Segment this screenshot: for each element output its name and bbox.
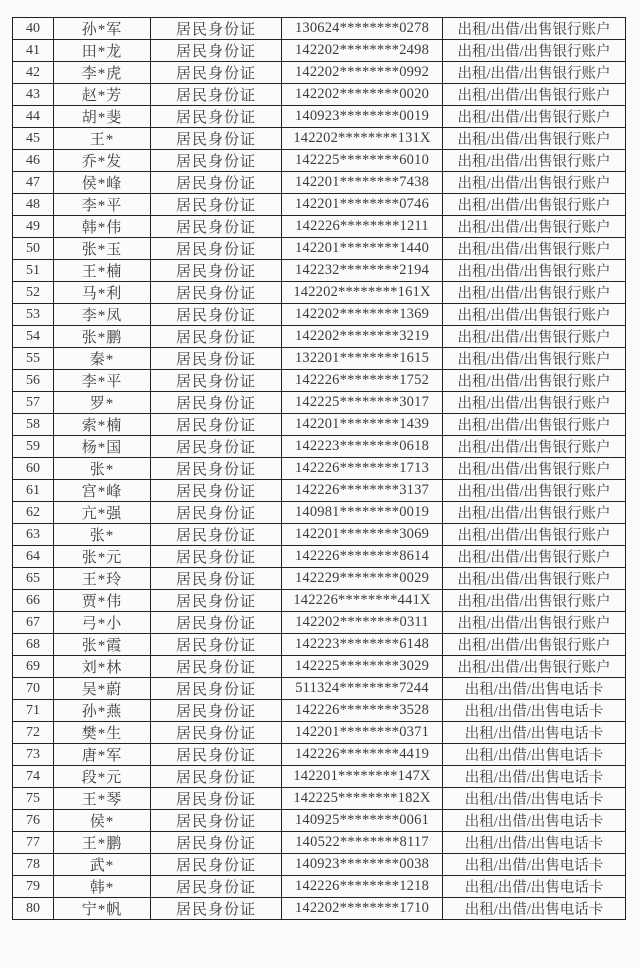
table-row xyxy=(13,612,626,634)
cell-id-number: 142202********0992 xyxy=(282,62,443,84)
cell-id-number: 140923********0019 xyxy=(282,106,443,128)
table-row xyxy=(13,722,626,744)
cell-index: 49 xyxy=(13,216,54,238)
cell-id-number: 142225********182X xyxy=(282,788,443,810)
cell-name: 王*玲 xyxy=(54,568,151,590)
cell-id-type: 居民身份证 xyxy=(151,656,282,678)
cell-name: 宫*峰 xyxy=(54,480,151,502)
table-row xyxy=(13,546,626,568)
cell-index: 79 xyxy=(13,876,54,898)
cell-id-number: 142226********1752 xyxy=(282,370,443,392)
cell-violation: 出租/出借/出售银行账户 xyxy=(443,106,626,128)
cell-index: 56 xyxy=(13,370,54,392)
cell-name: 王*楠 xyxy=(54,260,151,282)
table-row xyxy=(13,458,626,480)
cell-id-type: 居民身份证 xyxy=(151,722,282,744)
cell-id-number: 142226********8614 xyxy=(282,546,443,568)
cell-violation: 出租/出借/出售银行账户 xyxy=(443,436,626,458)
cell-id-number: 142202********0020 xyxy=(282,84,443,106)
cell-name: 李*平 xyxy=(54,194,151,216)
cell-id-type: 居民身份证 xyxy=(151,84,282,106)
table-row xyxy=(13,238,626,260)
cell-violation: 出租/出借/出售银行账户 xyxy=(443,62,626,84)
cell-index: 73 xyxy=(13,744,54,766)
cell-name: 张*鹏 xyxy=(54,326,151,348)
cell-name: 贾*伟 xyxy=(54,590,151,612)
cell-id-type: 居民身份证 xyxy=(151,766,282,788)
cell-index: 72 xyxy=(13,722,54,744)
cell-name: 吴*蔚 xyxy=(54,678,151,700)
table-row xyxy=(13,832,626,854)
cell-id-number: 142201********0371 xyxy=(282,722,443,744)
cell-id-type: 居民身份证 xyxy=(151,480,282,502)
cell-violation: 出租/出借/出售电话卡 xyxy=(443,722,626,744)
cell-violation: 出租/出借/出售银行账户 xyxy=(443,590,626,612)
cell-index: 57 xyxy=(13,392,54,414)
cell-id-number: 132201********1615 xyxy=(282,348,443,370)
cell-name: 孙*军 xyxy=(54,18,151,40)
cell-id-number: 142202********161X xyxy=(282,282,443,304)
cell-name: 宁*帆 xyxy=(54,898,151,920)
cell-id-number: 142201********7438 xyxy=(282,172,443,194)
cell-name: 唐*军 xyxy=(54,744,151,766)
cell-violation: 出租/出借/出售银行账户 xyxy=(443,524,626,546)
cell-name: 武* xyxy=(54,854,151,876)
cell-id-number: 142229********0029 xyxy=(282,568,443,590)
cell-violation: 出租/出借/出售银行账户 xyxy=(443,84,626,106)
cell-name: 杨*国 xyxy=(54,436,151,458)
cell-id-number: 142202********0311 xyxy=(282,612,443,634)
table-row xyxy=(13,634,626,656)
cell-id-type: 居民身份证 xyxy=(151,612,282,634)
cell-id-type: 居民身份证 xyxy=(151,260,282,282)
cell-violation: 出租/出借/出售银行账户 xyxy=(443,480,626,502)
cell-index: 48 xyxy=(13,194,54,216)
cell-id-number: 142226********1218 xyxy=(282,876,443,898)
cell-name: 罗* xyxy=(54,392,151,414)
cell-index: 64 xyxy=(13,546,54,568)
table-row xyxy=(13,502,626,524)
table-row xyxy=(13,128,626,150)
cell-id-type: 居民身份证 xyxy=(151,810,282,832)
cell-index: 78 xyxy=(13,854,54,876)
cell-id-type: 居民身份证 xyxy=(151,414,282,436)
cell-id-type: 居民身份证 xyxy=(151,18,282,40)
cell-name: 侯*峰 xyxy=(54,172,151,194)
cell-index: 40 xyxy=(13,18,54,40)
cell-id-type: 居民身份证 xyxy=(151,62,282,84)
table-row xyxy=(13,766,626,788)
cell-violation: 出租/出借/出售银行账户 xyxy=(443,238,626,260)
table-row xyxy=(13,810,626,832)
cell-id-number: 140925********0061 xyxy=(282,810,443,832)
cell-violation: 出租/出借/出售银行账户 xyxy=(443,546,626,568)
cell-name: 张*玉 xyxy=(54,238,151,260)
cell-name: 樊*生 xyxy=(54,722,151,744)
cell-violation: 出租/出借/出售银行账户 xyxy=(443,348,626,370)
table-row xyxy=(13,788,626,810)
cell-index: 41 xyxy=(13,40,54,62)
cell-id-number: 142201********1439 xyxy=(282,414,443,436)
cell-name: 孙*燕 xyxy=(54,700,151,722)
cell-violation: 出租/出借/出售银行账户 xyxy=(443,568,626,590)
cell-id-number: 142202********2498 xyxy=(282,40,443,62)
cell-id-number: 142225********3029 xyxy=(282,656,443,678)
cell-index: 60 xyxy=(13,458,54,480)
cell-violation: 出租/出借/出售银行账户 xyxy=(443,128,626,150)
cell-id-number: 142225********3017 xyxy=(282,392,443,414)
table-row xyxy=(13,414,626,436)
table-row xyxy=(13,216,626,238)
cell-name: 张*元 xyxy=(54,546,151,568)
cell-violation: 出租/出借/出售银行账户 xyxy=(443,502,626,524)
cell-id-number: 142226********1713 xyxy=(282,458,443,480)
cell-id-number: 142202********1369 xyxy=(282,304,443,326)
cell-id-type: 居民身份证 xyxy=(151,392,282,414)
table-row xyxy=(13,326,626,348)
table-row xyxy=(13,106,626,128)
cell-id-type: 居民身份证 xyxy=(151,590,282,612)
cell-violation: 出租/出借/出售银行账户 xyxy=(443,150,626,172)
cell-name: 刘*林 xyxy=(54,656,151,678)
cell-index: 55 xyxy=(13,348,54,370)
cell-violation: 出租/出借/出售银行账户 xyxy=(443,392,626,414)
cell-violation: 出租/出借/出售银行账户 xyxy=(443,216,626,238)
cell-id-number: 142201********0746 xyxy=(282,194,443,216)
cell-violation: 出租/出借/出售银行账户 xyxy=(443,304,626,326)
table-row xyxy=(13,744,626,766)
cell-id-number: 142202********3219 xyxy=(282,326,443,348)
cell-index: 75 xyxy=(13,788,54,810)
cell-index: 67 xyxy=(13,612,54,634)
cell-id-type: 居民身份证 xyxy=(151,568,282,590)
cell-id-number: 142232********2194 xyxy=(282,260,443,282)
cell-id-number: 140522********8117 xyxy=(282,832,443,854)
table-row xyxy=(13,282,626,304)
cell-violation: 出租/出借/出售银行账户 xyxy=(443,634,626,656)
cell-violation: 出租/出借/出售银行账户 xyxy=(443,18,626,40)
table-row xyxy=(13,392,626,414)
cell-id-type: 居民身份证 xyxy=(151,106,282,128)
cell-name: 亢*强 xyxy=(54,502,151,524)
table-row xyxy=(13,172,626,194)
cell-name: 秦* xyxy=(54,348,151,370)
cell-index: 63 xyxy=(13,524,54,546)
cell-id-number: 142226********3137 xyxy=(282,480,443,502)
cell-name: 张* xyxy=(54,458,151,480)
cell-index: 76 xyxy=(13,810,54,832)
cell-id-type: 居民身份证 xyxy=(151,744,282,766)
cell-name: 弓*小 xyxy=(54,612,151,634)
cell-violation: 出租/出借/出售电话卡 xyxy=(443,788,626,810)
cell-index: 47 xyxy=(13,172,54,194)
cell-name: 李*虎 xyxy=(54,62,151,84)
cell-index: 80 xyxy=(13,898,54,920)
cell-index: 74 xyxy=(13,766,54,788)
cell-id-type: 居民身份证 xyxy=(151,216,282,238)
table-row xyxy=(13,590,626,612)
table-row xyxy=(13,84,626,106)
cell-violation: 出租/出借/出售银行账户 xyxy=(443,656,626,678)
cell-index: 71 xyxy=(13,700,54,722)
cell-violation: 出租/出借/出售银行账户 xyxy=(443,612,626,634)
cell-index: 45 xyxy=(13,128,54,150)
cell-violation: 出租/出借/出售银行账户 xyxy=(443,260,626,282)
cell-name: 王*鹏 xyxy=(54,832,151,854)
cell-violation: 出租/出借/出售电话卡 xyxy=(443,766,626,788)
cell-name: 马*利 xyxy=(54,282,151,304)
table-row xyxy=(13,854,626,876)
cell-violation: 出租/出借/出售电话卡 xyxy=(443,898,626,920)
cell-violation: 出租/出借/出售电话卡 xyxy=(443,854,626,876)
cell-name: 韩* xyxy=(54,876,151,898)
cell-name: 索*楠 xyxy=(54,414,151,436)
cell-violation: 出租/出借/出售银行账户 xyxy=(443,414,626,436)
table-row xyxy=(13,656,626,678)
cell-id-type: 居民身份证 xyxy=(151,194,282,216)
table-row xyxy=(13,568,626,590)
cell-id-type: 居民身份证 xyxy=(151,876,282,898)
cell-index: 77 xyxy=(13,832,54,854)
violation-roster-table xyxy=(12,17,626,920)
table-row xyxy=(13,150,626,172)
cell-id-type: 居民身份证 xyxy=(151,502,282,524)
cell-id-number: 130624********0278 xyxy=(282,18,443,40)
table-row xyxy=(13,194,626,216)
cell-id-number: 142226********441X xyxy=(282,590,443,612)
cell-id-number: 142226********3528 xyxy=(282,700,443,722)
cell-violation: 出租/出借/出售电话卡 xyxy=(443,678,626,700)
cell-id-number: 142223********6148 xyxy=(282,634,443,656)
cell-id-type: 居民身份证 xyxy=(151,634,282,656)
cell-id-type: 居民身份证 xyxy=(151,172,282,194)
cell-index: 42 xyxy=(13,62,54,84)
cell-id-number: 142201********1440 xyxy=(282,238,443,260)
table-row xyxy=(13,876,626,898)
cell-id-type: 居民身份证 xyxy=(151,854,282,876)
table-row xyxy=(13,524,626,546)
cell-name: 韩*伟 xyxy=(54,216,151,238)
cell-index: 51 xyxy=(13,260,54,282)
cell-id-number: 142201********147X xyxy=(282,766,443,788)
cell-name: 张* xyxy=(54,524,151,546)
cell-id-type: 居民身份证 xyxy=(151,282,282,304)
cell-index: 66 xyxy=(13,590,54,612)
cell-id-type: 居民身份证 xyxy=(151,436,282,458)
cell-name: 田*龙 xyxy=(54,40,151,62)
cell-index: 61 xyxy=(13,480,54,502)
cell-index: 53 xyxy=(13,304,54,326)
cell-id-type: 居民身份证 xyxy=(151,326,282,348)
cell-name: 王*琴 xyxy=(54,788,151,810)
table-row xyxy=(13,678,626,700)
cell-name: 李*平 xyxy=(54,370,151,392)
table-row xyxy=(13,18,626,40)
cell-index: 65 xyxy=(13,568,54,590)
table-row xyxy=(13,260,626,282)
cell-index: 70 xyxy=(13,678,54,700)
table-row xyxy=(13,436,626,458)
cell-index: 44 xyxy=(13,106,54,128)
table-body xyxy=(13,18,626,920)
cell-index: 68 xyxy=(13,634,54,656)
cell-name: 张*霞 xyxy=(54,634,151,656)
cell-id-type: 居民身份证 xyxy=(151,128,282,150)
cell-id-number: 142226********4419 xyxy=(282,744,443,766)
cell-id-type: 居民身份证 xyxy=(151,898,282,920)
cell-id-type: 居民身份证 xyxy=(151,348,282,370)
cell-index: 43 xyxy=(13,84,54,106)
cell-id-number: 140981********0019 xyxy=(282,502,443,524)
cell-id-type: 居民身份证 xyxy=(151,788,282,810)
cell-name: 胡*斐 xyxy=(54,106,151,128)
cell-name: 乔*发 xyxy=(54,150,151,172)
cell-violation: 出租/出借/出售电话卡 xyxy=(443,832,626,854)
cell-index: 54 xyxy=(13,326,54,348)
cell-violation: 出租/出借/出售银行账户 xyxy=(443,370,626,392)
cell-id-number: 140923********0038 xyxy=(282,854,443,876)
cell-violation: 出租/出借/出售银行账户 xyxy=(443,40,626,62)
cell-name: 李*凤 xyxy=(54,304,151,326)
table-row xyxy=(13,898,626,920)
violation-table-container xyxy=(12,17,625,920)
cell-name: 赵*芳 xyxy=(54,84,151,106)
cell-id-type: 居民身份证 xyxy=(151,832,282,854)
cell-id-number: 142202********131X xyxy=(282,128,443,150)
cell-index: 69 xyxy=(13,656,54,678)
cell-id-type: 居民身份证 xyxy=(151,40,282,62)
cell-id-number: 142225********6010 xyxy=(282,150,443,172)
cell-violation: 出租/出借/出售电话卡 xyxy=(443,744,626,766)
table-row xyxy=(13,62,626,84)
cell-violation: 出租/出借/出售银行账户 xyxy=(443,458,626,480)
cell-id-type: 居民身份证 xyxy=(151,700,282,722)
cell-name: 王* xyxy=(54,128,151,150)
cell-violation: 出租/出借/出售电话卡 xyxy=(443,810,626,832)
cell-id-type: 居民身份证 xyxy=(151,546,282,568)
cell-index: 59 xyxy=(13,436,54,458)
cell-id-type: 居民身份证 xyxy=(151,304,282,326)
cell-id-type: 居民身份证 xyxy=(151,370,282,392)
cell-id-type: 居民身份证 xyxy=(151,238,282,260)
cell-name: 段*元 xyxy=(54,766,151,788)
cell-id-type: 居民身份证 xyxy=(151,150,282,172)
cell-id-type: 居民身份证 xyxy=(151,458,282,480)
cell-violation: 出租/出借/出售银行账户 xyxy=(443,326,626,348)
cell-id-number: 142226********1211 xyxy=(282,216,443,238)
cell-id-type: 居民身份证 xyxy=(151,678,282,700)
cell-violation: 出租/出借/出售银行账户 xyxy=(443,172,626,194)
cell-violation: 出租/出借/出售电话卡 xyxy=(443,700,626,722)
cell-index: 62 xyxy=(13,502,54,524)
cell-violation: 出租/出借/出售银行账户 xyxy=(443,282,626,304)
table-row xyxy=(13,700,626,722)
cell-index: 50 xyxy=(13,238,54,260)
cell-id-number: 142223********0618 xyxy=(282,436,443,458)
table-row xyxy=(13,348,626,370)
table-row xyxy=(13,40,626,62)
table-row xyxy=(13,480,626,502)
cell-id-number: 142202********1710 xyxy=(282,898,443,920)
cell-index: 52 xyxy=(13,282,54,304)
table-row xyxy=(13,370,626,392)
cell-name: 侯* xyxy=(54,810,151,832)
table-row xyxy=(13,304,626,326)
cell-index: 46 xyxy=(13,150,54,172)
cell-id-number: 142201********3069 xyxy=(282,524,443,546)
cell-id-type: 居民身份证 xyxy=(151,524,282,546)
cell-violation: 出租/出借/出售电话卡 xyxy=(443,876,626,898)
cell-index: 58 xyxy=(13,414,54,436)
cell-violation: 出租/出借/出售银行账户 xyxy=(443,194,626,216)
cell-id-number: 511324********7244 xyxy=(282,678,443,700)
